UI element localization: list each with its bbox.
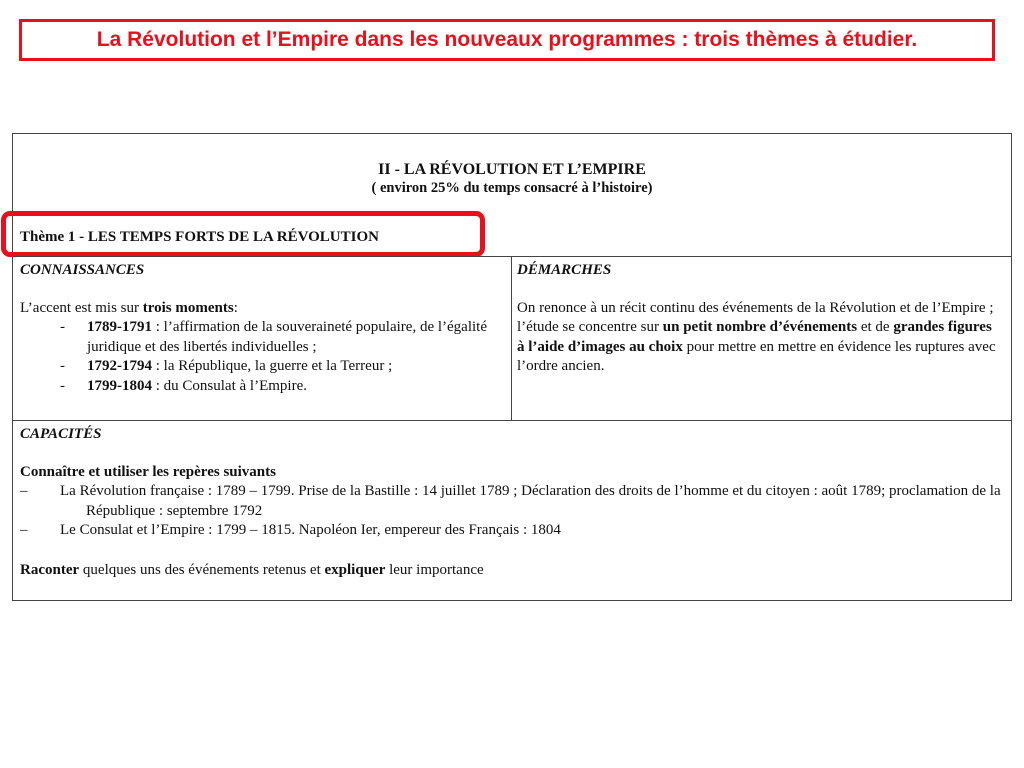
list-item xyxy=(20,482,1004,521)
theme-title: Thème 1 - LES TEMPS FORTS DE LA RÉVOLUTION xyxy=(20,229,379,245)
period-text: : l’affirmation de la souveraineté populaire, de l’égalité juridique et des libertés individuelles ; xyxy=(87,319,488,355)
document-subheading: ( environ 25% du temps consacré à l’histoire) xyxy=(371,180,653,196)
expliquer-bold: expliquer xyxy=(324,561,386,578)
raconter-bold: Raconter xyxy=(20,561,80,578)
demarches-bold: grandes figures à l’aide d’images au choix xyxy=(517,319,992,355)
period-date: 1792-1794 xyxy=(87,358,152,374)
capacites-title: CAPACITÉS xyxy=(20,426,102,442)
dash-bullet: - xyxy=(60,319,65,335)
list-item xyxy=(20,318,502,357)
repere-text: La Révolution française : 1789 – 1799. Prise de la Bastille : 14 juillet 1789 ; Déclaration des droits de l’homme et du citoyen : août 1789; proclamation de la République : septembre 1792 xyxy=(60,483,1001,519)
demarches-title: DÉMARCHES xyxy=(517,262,612,278)
period-date: 1799-1804 xyxy=(87,377,152,394)
connaissances-cell xyxy=(20,261,502,396)
connaissances-list xyxy=(20,318,502,396)
demarches-cell xyxy=(517,261,999,377)
divider-header xyxy=(13,256,1011,257)
demarches-part: On renonce à un récit continu des événements de la Révolution et de l’Empire ; l’étude se concentre sur xyxy=(517,299,994,335)
connaissances-intro xyxy=(20,299,502,319)
theme-highlight-box xyxy=(1,211,485,257)
divider-columns xyxy=(511,256,512,420)
raconter-line xyxy=(20,561,1004,581)
reperes-list xyxy=(20,482,1004,541)
slide-title: La Révolution et l’Empire dans les nouveaux programmes : trois thèmes à étudier. xyxy=(19,19,995,61)
demarches-bold: un petit nombre d’événements xyxy=(662,319,858,335)
list-item xyxy=(20,521,1004,541)
program-document xyxy=(12,133,1012,601)
list-item xyxy=(20,377,502,397)
reperes-title: Connaître et utiliser les repères suivants xyxy=(20,463,276,480)
intro-bold: trois moments xyxy=(142,299,234,316)
intro-colon: : xyxy=(233,299,238,316)
demarches-text xyxy=(517,299,999,377)
dash-bullet: - xyxy=(60,358,65,374)
dash-bullet: – xyxy=(20,522,28,538)
repere-text: Le Consulat et l’Empire : 1799 – 1815. Napoléon Ier, empereur des Français : 1804 xyxy=(60,522,561,538)
document-heading: II - LA RÉVOLUTION ET L’EMPIRE xyxy=(378,161,646,178)
dash-bullet: - xyxy=(60,377,65,394)
intro-text: L’accent est mis sur xyxy=(20,299,143,316)
period-text: : la République, la guerre et la Terreur ; xyxy=(152,358,393,374)
list-item xyxy=(20,357,502,377)
connaissances-title: CONNAISSANCES xyxy=(20,262,145,278)
divider-capacites xyxy=(13,420,1011,421)
capacites-cell xyxy=(20,425,1004,580)
raconter-text: quelques uns des événements retenus et xyxy=(79,561,325,578)
demarches-part: et de xyxy=(857,319,894,335)
period-date: 1789-1791 xyxy=(87,319,152,335)
demarches-part: pour mettre en mettre en évidence les ruptures avec l’ordre ancien. xyxy=(517,338,996,374)
raconter-text: leur importance xyxy=(385,561,484,578)
period-text: : du Consulat à l’Empire. xyxy=(152,377,307,394)
dash-bullet: – xyxy=(20,483,28,499)
